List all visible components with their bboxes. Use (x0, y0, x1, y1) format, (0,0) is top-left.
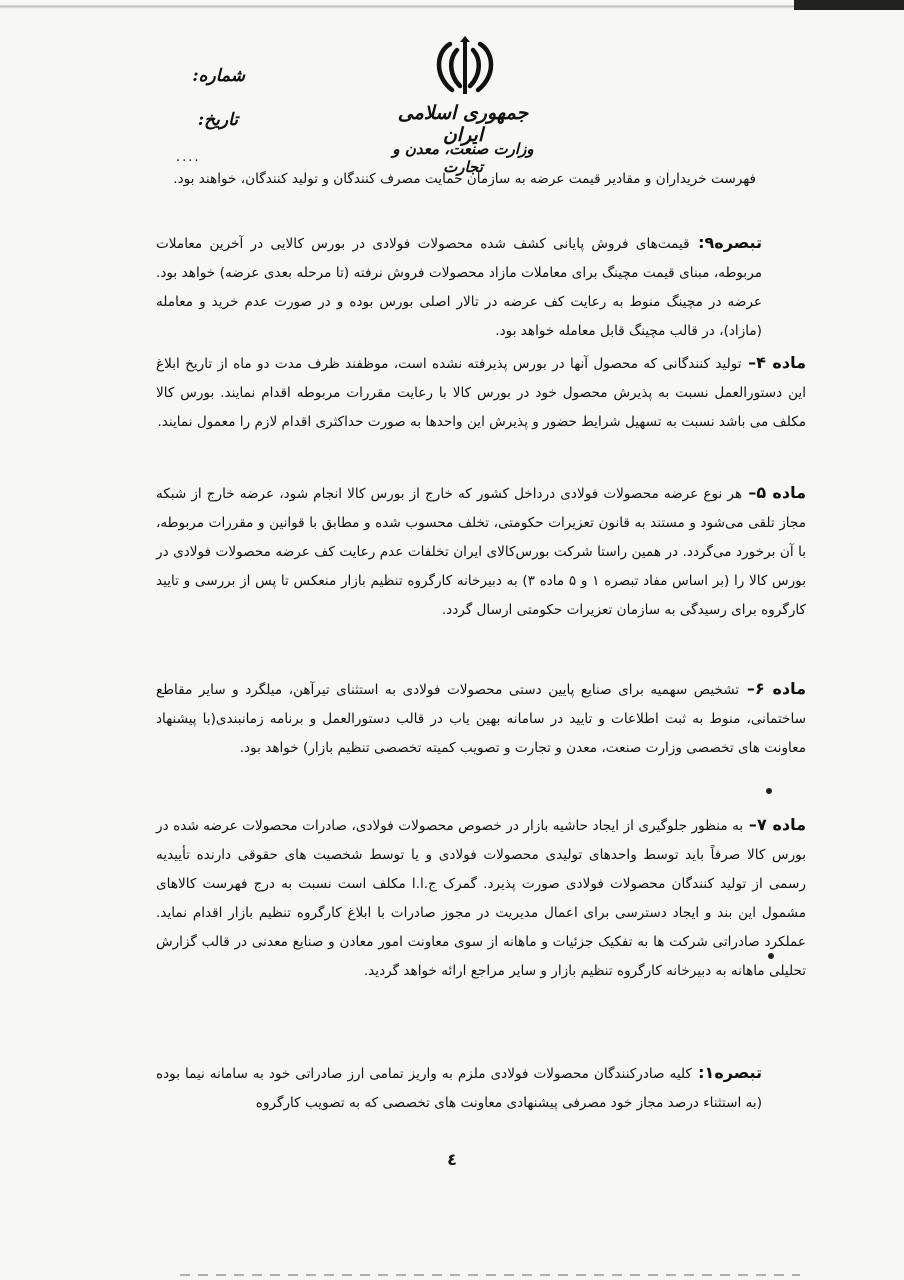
article-5-text: هر نوع عرضه محصولات فولادی درداخل کشور که خارج از بورس کالا انجام شود، عرضه خارج از شبکه مجاز تلقی می‌شود و مستند به قانون تعزیرات حکومتی، تخلف محسوب شده و مطابق با قوانین و مقررات مربوطه، با آن برخورد می‌گردد. در همین راستا شرکت بورس‌کالای ایران تخلفات عدم رعایت کف عرضه محصولات فولادی در بورس کالا را (بر اساس مفاد تبصره ۱ و ۵ ماده ۳) به دبیرخانه کارگروه تنظیم بازار منعکس تا پس از بررسی و تایید کارگروه برای رسیدگی به سازمان تعزیرات حکومتی ارسال گردد. (156, 486, 806, 618)
article-7 (156, 810, 806, 986)
date-dots: .... (176, 150, 201, 165)
paragraph-continuation (156, 163, 756, 194)
letterhead-country: جمهوری اسلامی ایران (397, 102, 529, 146)
paragraph-text: فهرست خریداران و مقادیر قیمت عرضه به سازمان حمایت مصرف کنندگان و تولید کنندگان، خواهند بود. (173, 171, 756, 187)
article-6 (156, 674, 806, 763)
article-5-label: ماده ۵– (742, 483, 806, 502)
margin-mark (766, 788, 772, 794)
margin-mark (768, 953, 774, 959)
note-1 (156, 1058, 762, 1118)
scan-top-edge-dark (794, 0, 904, 10)
article-6-text: تشخیص سهمیه برای صنایع پایین دستی محصولات فولادی به استثنای تیرآهن، میلگرد و سایر مقاطع ساختمانی، منوط به ثبت اطلاعات و تایید در سامانه بهین یاب در قالب دستورالعمل و برنامه زمانبندی(با پیشنهاد معاونت های تخصصی وزارت صنعت، معدن و تجارت و تصویب کمیته تخصصی تنظیم بازار) خواهد بود. (156, 682, 806, 756)
article-4-text: تولید کنندگانی که محصول آنها در بورس پذیرفته نشده است، موظفند ظرف مدت دو ماه از تاریخ ابلاغ این دستورالعمل نسبت به پذیرش محصول خود در بورس کالا با رعایت مقررات مربوطه اقدام نمایند. بورس کالا مکلف می باشد نسبت به تسهیل شرایط حضور و پذیرش این واحدها به صورت حداکثری اقدام لازم را معمول نمایند. (156, 356, 806, 430)
article-6-label: ماده ۶– (739, 679, 807, 698)
article-5 (156, 478, 806, 625)
scan-top-edge (0, 0, 904, 14)
scan-bottom-edge (180, 1274, 800, 1276)
article-7-text: به منظور جلوگیری از ایجاد حاشیه بازار در خصوص محصولات فولادی، صادرات محصولات عرضه شده در بورس کالا صرفاً باید توسط واحدهای تولیدی محصولات فولادی و یا توسط شخصیت های حقوقی دارنده تأییدیه رسمی از تولید کنندگان محصولات فولادی صورت پذیرد. گمرک ج.ا.ا مکلف است نسبت به درج فهرست کالاهای مشمول این بند و ایجاد دسترسی برای اعمال مدیریت در مجوز صادرات با ابلاغ کارگروه تنظیم بازار اقدام نماید. عملکرد صادراتی شرکت ها به تفکیک جزئیات و ماهانه از سوی معاونت امور معادن و صنایع معدنی در قالب گزارش تحلیلی ماهانه به دبیرخانه کارگروه تنظیم بازار و سایر مراجع ارائه خواهد گردید. (156, 818, 806, 979)
article-4-label: ماده ۴– (741, 353, 806, 372)
date-label: تاریخ: (197, 110, 238, 130)
note-1-label: تبصره۱: (691, 1063, 763, 1082)
note-9-text: قیمت‌های فروش پایانی کشف شده محصولات فولادی در بورس کالایی در آخرین معاملات مربوطه، مبنای قیمت مچینگ برای معاملات مازاد محصولات فروش نرفته (تا مرحله بعدی عرضه) خواهد بود. عرضه در مچینگ منوط به رعایت کف عرضه در تالار اصلی بورس بوده و در صورت عدم خرید و معامله (مازاد)، در قالب مچینگ قابل معامله خواهد بود. (156, 236, 762, 339)
page-number: ٤ (447, 1150, 457, 1169)
iran-emblem-icon (430, 34, 500, 98)
article-7-label: ماده ۷– (743, 815, 807, 834)
article-4 (156, 348, 806, 437)
number-label: شماره: (192, 66, 245, 86)
note-9-label: تبصره۹: (689, 233, 762, 252)
note-1-text: کلیه صادرکنندگان محصولات فولادی ملزم به واریز تمامی ارز صادراتی خود به سامانه نیما بوده (به استثناء درصد مجاز خود مصرفی پیشنهادی معاونت های تخصصی که به تصویب کارگروه (156, 1066, 762, 1111)
note-9 (156, 228, 762, 346)
letterhead-ministry: وزارت صنعت، معدن و تجارت (392, 140, 534, 176)
